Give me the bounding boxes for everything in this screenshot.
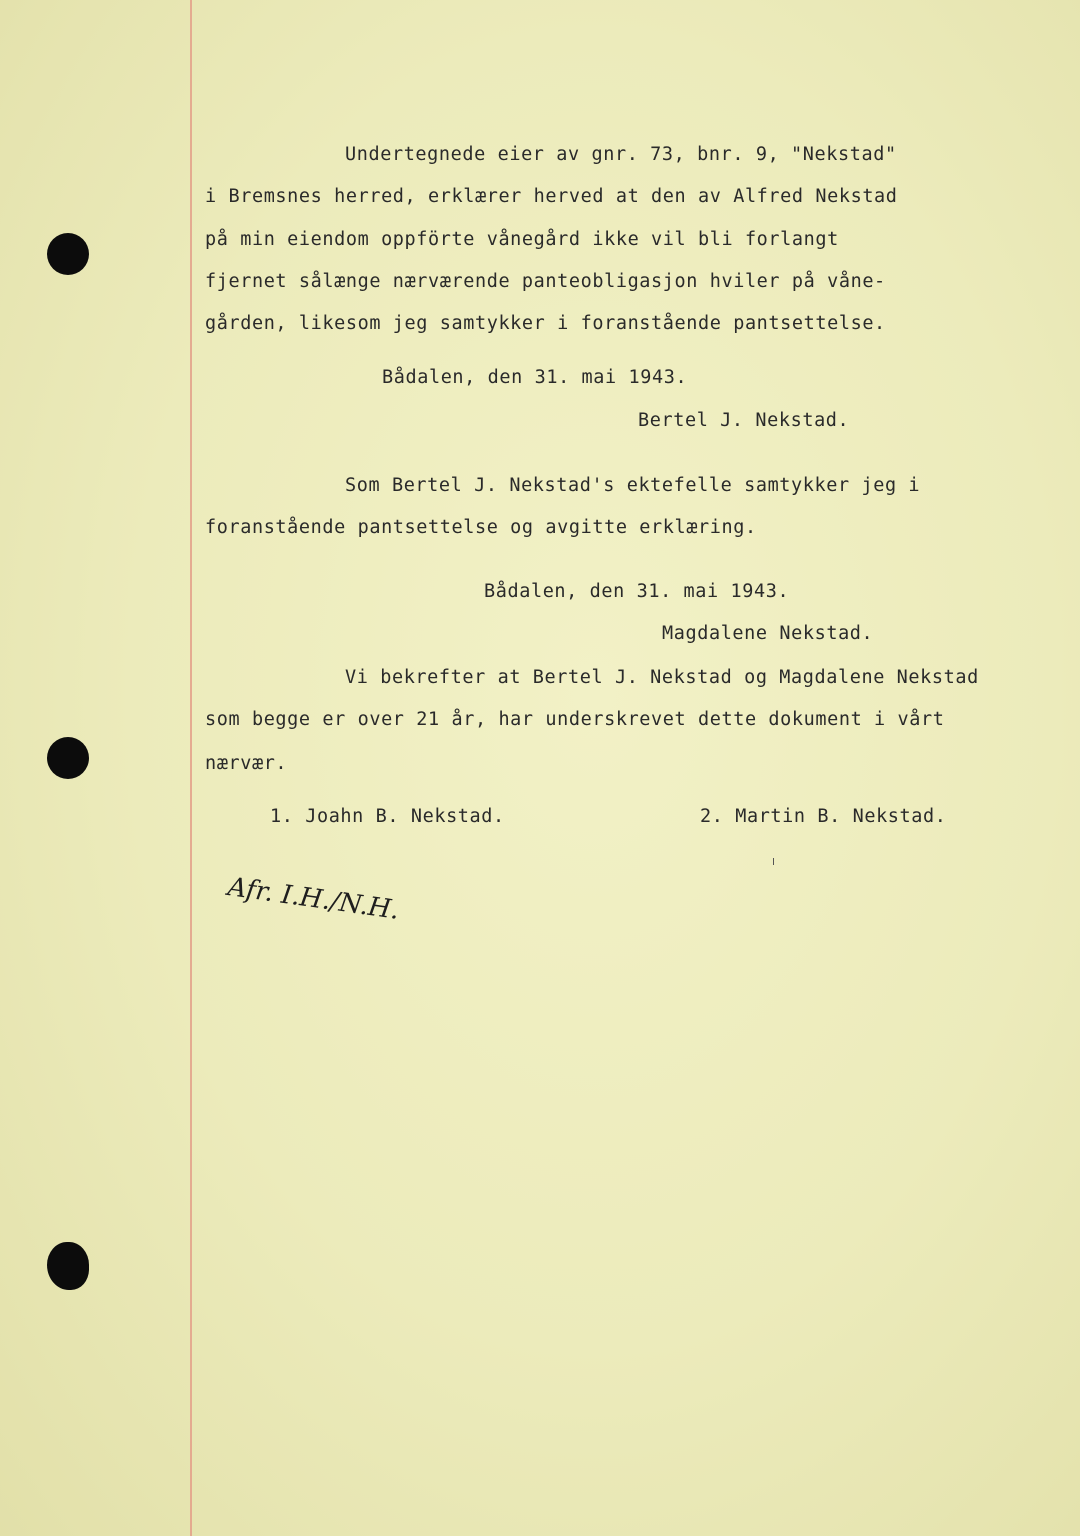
handwritten-initials: Afr. I.H./N.H. — [225, 872, 401, 926]
paragraph1-line1: Undertegnede eier av gnr. 73, bnr. 9, "Nekstad" — [345, 144, 897, 165]
place-date-2: Bådalen, den 31. mai 1943. — [484, 581, 790, 602]
witness-2: 2. Martin B. Nekstad. — [700, 806, 947, 827]
paragraph1-line3: på min eiendom oppförte vånegård ikke vil bli forlangt — [205, 229, 839, 250]
paragraph1-line5: gården, likesom jeg samtykker i foranstående pantsettelse. — [205, 313, 886, 334]
signature-bertel: Bertel J. Nekstad. — [638, 410, 850, 431]
place-date-1: Bådalen, den 31. mai 1943. — [382, 367, 688, 388]
paragraph3-line2: som begge er over 21 år, har underskrevet dette dokument i vårt — [205, 709, 945, 730]
signature-magdalene: Magdalene Nekstad. — [662, 623, 874, 644]
witness-1: 1. Joahn B. Nekstad. — [270, 806, 505, 827]
punch-hole-bottom — [47, 1242, 89, 1290]
paragraph3-line3: nærvær. — [205, 753, 288, 774]
paragraph2-line1: Som Bertel J. Nekstad's ektefelle samtykker jeg i — [345, 475, 921, 496]
punch-hole-top — [47, 233, 89, 275]
paragraph1-line2: i Bremsnes herred, erklærer herved at den av Alfred Nekstad — [205, 186, 898, 207]
stray-mark — [773, 858, 774, 865]
punch-hole-middle — [47, 737, 89, 779]
paragraph1-line4: fjernet sålænge nærværende panteobligasjon hviler på våne- — [205, 271, 886, 292]
paragraph3-line1: Vi bekrefter at Bertel J. Nekstad og Magdalene Nekstad — [345, 667, 979, 688]
margin-line — [190, 0, 192, 1536]
paragraph2-line2: foranstående pantsettelse og avgitte erklæring. — [205, 517, 757, 538]
